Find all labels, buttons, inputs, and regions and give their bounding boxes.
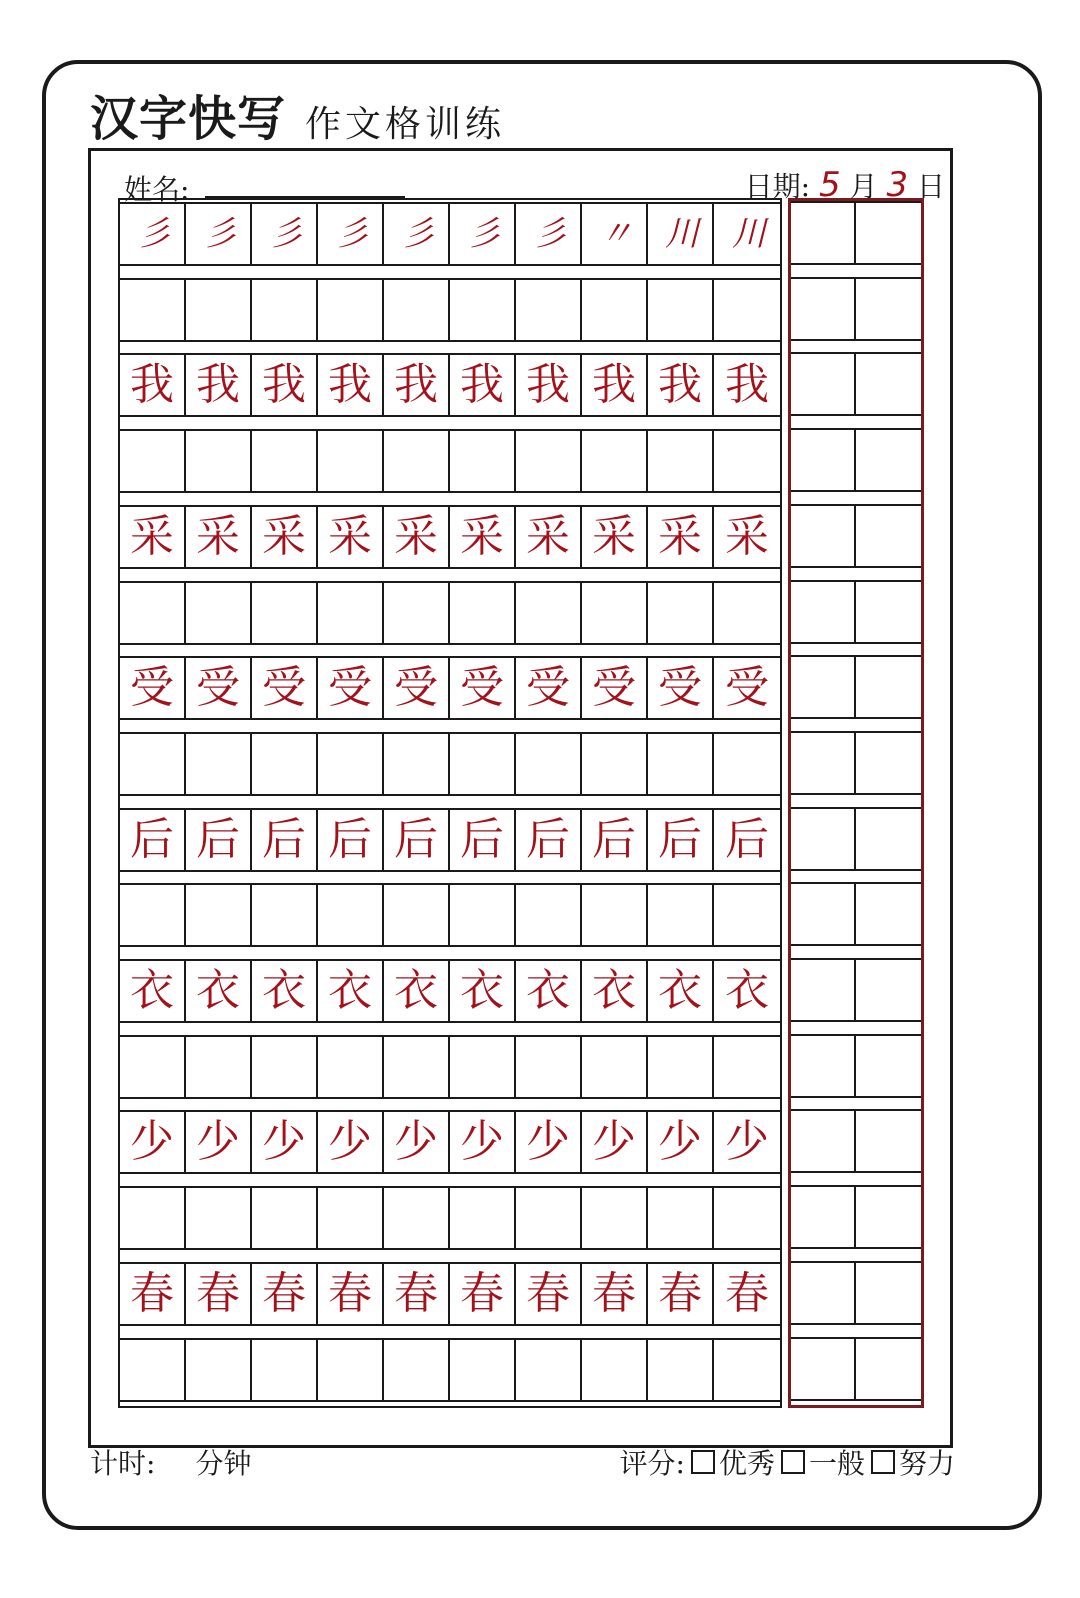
practice-cell[interactable] [318,581,384,645]
practice-cell[interactable] [252,429,318,493]
practice-cell[interactable]: 彡 [120,202,186,266]
practice-cell[interactable] [450,1035,516,1099]
side-practice-cell[interactable] [791,352,856,416]
practice-cell[interactable]: 受 [384,656,450,720]
practice-cell[interactable]: 受 [186,656,252,720]
practice-cell[interactable] [516,429,582,493]
practice-cell[interactable] [450,581,516,645]
practice-cell[interactable] [384,581,450,645]
practice-cell[interactable]: 我 [384,353,450,417]
practice-cell[interactable] [186,883,252,947]
side-practice-row [791,1261,921,1325]
side-practice-cell[interactable] [856,504,921,568]
practice-cell[interactable] [252,732,318,796]
practice-cell[interactable] [648,429,714,493]
practice-cell[interactable] [252,581,318,645]
side-practice-cell[interactable] [856,1034,921,1098]
side-practice-cell[interactable] [856,958,921,1022]
side-practice-cell[interactable] [856,201,921,265]
practice-cell[interactable]: 我 [252,353,318,417]
name-label: 姓名: [124,173,190,206]
practice-cell[interactable]: 少 [516,1110,582,1174]
practice-cell[interactable] [120,1035,186,1099]
practice-cell[interactable] [186,581,252,645]
practice-cell[interactable]: 我 [120,353,186,417]
timer-label: 计时: [90,1447,156,1480]
practice-cell[interactable] [582,429,648,493]
practice-cell[interactable]: 春 [120,1262,186,1326]
practice-cell[interactable]: 彡 [252,202,318,266]
practice-cell[interactable] [648,1338,714,1402]
practice-cell[interactable]: 少 [714,1110,780,1174]
practice-cell[interactable]: 春 [582,1262,648,1326]
practice-cell[interactable]: 我 [186,353,252,417]
side-practice-cell[interactable] [856,1261,921,1325]
writing-grid [118,198,918,1408]
practice-cell[interactable]: 〃 [582,202,648,266]
practice-cell[interactable]: 受 [120,656,186,720]
practice-row [120,732,780,796]
side-practice-row [791,277,921,341]
practice-cell[interactable] [450,429,516,493]
practice-cell[interactable]: 我 [516,353,582,417]
practice-cell[interactable] [120,732,186,796]
practice-cell[interactable]: 后 [120,808,186,872]
timer-section [90,1442,251,1482]
practice-row [120,429,780,493]
practice-cell[interactable] [648,883,714,947]
practice-cell[interactable]: 后 [318,808,384,872]
side-practice-cell[interactable] [856,882,921,946]
practice-cell[interactable] [516,581,582,645]
practice-cell[interactable] [186,1338,252,1402]
date-label: 日期: [744,170,811,203]
practice-cell[interactable]: 采 [714,505,780,569]
practice-cell[interactable] [120,1338,186,1402]
practice-cell[interactable]: 采 [450,505,516,569]
practice-cell[interactable] [450,278,516,342]
practice-cell[interactable]: 川 [714,202,780,266]
practice-cell[interactable]: 少 [186,1110,252,1174]
practice-cell[interactable]: 采 [648,505,714,569]
practice-cell[interactable]: 少 [318,1110,384,1174]
side-practice-row [791,1109,921,1173]
practice-cell[interactable]: 采 [318,505,384,569]
practice-cell[interactable] [318,1338,384,1402]
practice-row [120,581,780,645]
practice-cell[interactable] [384,278,450,342]
practice-cell[interactable]: 衣 [714,959,780,1023]
practice-cell[interactable] [252,883,318,947]
score-checkbox-effort[interactable] [871,1450,895,1474]
side-practice-cell[interactable] [856,807,921,871]
side-practice-grid [788,198,924,1408]
practice-cell[interactable] [384,1186,450,1250]
practice-cell[interactable] [450,883,516,947]
practice-cell[interactable] [318,278,384,342]
practice-cell[interactable]: 采 [582,505,648,569]
score-checkbox-average[interactable] [781,1450,805,1474]
practice-cell[interactable]: 彡 [384,202,450,266]
practice-cell[interactable]: 后 [516,808,582,872]
side-practice-row [791,1337,921,1401]
practice-cell[interactable] [516,1035,582,1099]
practice-cell[interactable] [384,732,450,796]
practice-cell[interactable]: 少 [450,1110,516,1174]
practice-cell[interactable]: 衣 [516,959,582,1023]
side-practice-cell[interactable] [791,580,856,644]
practice-cell[interactable]: 后 [252,808,318,872]
side-practice-cell[interactable] [856,352,921,416]
side-practice-cell[interactable] [856,1337,921,1401]
practice-row [120,959,780,1023]
practice-cell[interactable] [318,883,384,947]
side-practice-row [791,1185,921,1249]
side-practice-cell[interactable] [856,277,921,341]
practice-cell[interactable]: 后 [186,808,252,872]
side-practice-cell[interactable] [791,428,856,492]
date-month-value[interactable]: 5 [818,165,841,205]
practice-cell[interactable]: 我 [582,353,648,417]
practice-cell[interactable]: 衣 [384,959,450,1023]
practice-cell[interactable] [450,732,516,796]
practice-cell[interactable]: 采 [384,505,450,569]
practice-cell[interactable] [252,1035,318,1099]
practice-row [120,278,780,342]
practice-cell[interactable] [648,581,714,645]
practice-row [120,1338,780,1402]
practice-cell[interactable]: 衣 [120,959,186,1023]
practice-cell[interactable] [714,1186,780,1250]
practice-cell[interactable]: 彡 [186,202,252,266]
practice-cell[interactable] [516,1338,582,1402]
practice-cell[interactable]: 春 [516,1262,582,1326]
practice-cell[interactable]: 春 [648,1262,714,1326]
side-practice-row [791,201,921,265]
practice-cell[interactable]: 后 [648,808,714,872]
practice-row [120,1186,780,1250]
practice-cell[interactable]: 后 [384,808,450,872]
practice-cell[interactable]: 受 [582,656,648,720]
practice-cell[interactable] [648,1186,714,1250]
side-practice-cell[interactable] [791,958,856,1022]
practice-cell[interactable] [582,883,648,947]
practice-cell[interactable]: 采 [516,505,582,569]
side-practice-cell[interactable] [791,1034,856,1098]
practice-cell[interactable]: 受 [648,656,714,720]
practice-cell[interactable]: 衣 [648,959,714,1023]
practice-cell[interactable] [318,1035,384,1099]
practice-cell[interactable] [648,278,714,342]
practice-cell[interactable]: 衣 [318,959,384,1023]
side-practice-row [791,882,921,946]
practice-cell[interactable] [582,278,648,342]
side-practice-row [791,1034,921,1098]
practice-cell[interactable] [582,581,648,645]
practice-cell[interactable] [120,581,186,645]
side-practice-cell[interactable] [791,882,856,946]
practice-cell[interactable] [714,581,780,645]
practice-cell[interactable] [186,1186,252,1250]
practice-cell[interactable]: 采 [186,505,252,569]
practice-cell[interactable]: 衣 [252,959,318,1023]
practice-cell[interactable]: 我 [714,353,780,417]
practice-cell[interactable] [516,278,582,342]
practice-row [120,656,780,720]
practice-row [120,1035,780,1099]
practice-cell[interactable] [384,429,450,493]
practice-row [120,505,780,569]
side-practice-cell[interactable] [791,201,856,265]
practice-cell[interactable] [186,278,252,342]
practice-cell[interactable] [384,883,450,947]
date-day-unit: 日 [916,170,945,203]
practice-row [120,883,780,947]
score-option-average: 一般 [808,1447,865,1480]
practice-cell[interactable]: 受 [714,656,780,720]
practice-cell[interactable] [714,1338,780,1402]
practice-cell[interactable] [384,1035,450,1099]
side-practice-cell[interactable] [791,277,856,341]
side-practice-cell[interactable] [856,580,921,644]
practice-cell[interactable] [648,1035,714,1099]
practice-cell[interactable] [516,883,582,947]
side-practice-cell[interactable] [791,655,856,719]
side-practice-cell[interactable] [791,504,856,568]
practice-cell[interactable]: 衣 [582,959,648,1023]
practice-cell[interactable]: 春 [318,1262,384,1326]
practice-cell[interactable]: 彡 [318,202,384,266]
practice-cell[interactable] [120,883,186,947]
practice-cell[interactable]: 受 [516,656,582,720]
practice-cell[interactable] [582,1035,648,1099]
practice-cell[interactable] [516,1186,582,1250]
practice-cell[interactable] [186,732,252,796]
practice-row [120,808,780,872]
practice-grid [118,198,782,1408]
practice-cell[interactable]: 春 [450,1262,516,1326]
practice-cell[interactable] [582,732,648,796]
score-label: 评分: [619,1447,685,1480]
practice-cell[interactable] [714,429,780,493]
practice-cell[interactable]: 少 [384,1110,450,1174]
practice-cell[interactable] [120,278,186,342]
practice-cell[interactable] [120,429,186,493]
practice-cell[interactable] [714,278,780,342]
score-option-excellent: 优秀 [718,1447,775,1480]
page-title: 汉字快写 [90,91,287,147]
practice-cell[interactable] [318,429,384,493]
practice-cell[interactable] [252,1186,318,1250]
practice-cell[interactable]: 少 [252,1110,318,1174]
practice-cell[interactable]: 川 [648,202,714,266]
practice-cell[interactable] [648,732,714,796]
practice-row [120,353,780,417]
practice-row [120,202,780,266]
practice-cell[interactable] [516,732,582,796]
side-practice-row [791,731,921,795]
side-practice-row [791,428,921,492]
practice-cell[interactable]: 后 [450,808,516,872]
practice-cell[interactable] [714,883,780,947]
page-subtitle: 作文格训练 [305,104,506,145]
practice-cell[interactable]: 彡 [450,202,516,266]
practice-cell[interactable] [252,1338,318,1402]
side-practice-row [791,958,921,1022]
practice-cell[interactable] [186,429,252,493]
side-practice-row [791,352,921,416]
practice-cell[interactable] [318,732,384,796]
practice-cell[interactable] [450,1338,516,1402]
side-practice-cell[interactable] [791,1185,856,1249]
practice-cell[interactable] [252,278,318,342]
timer-unit: 分钟 [195,1447,252,1480]
practice-cell[interactable]: 后 [714,808,780,872]
practice-cell[interactable]: 采 [120,505,186,569]
side-practice-cell[interactable] [856,1185,921,1249]
date-day-value[interactable]: 3 [886,165,909,205]
practice-cell[interactable] [186,1035,252,1099]
side-practice-cell[interactable] [791,1337,856,1401]
side-practice-cell[interactable] [856,731,921,795]
side-practice-row [791,655,921,719]
side-practice-cell[interactable] [856,1109,921,1173]
score-checkbox-excellent[interactable] [691,1450,715,1474]
practice-cell[interactable] [318,1186,384,1250]
side-practice-cell[interactable] [791,807,856,871]
practice-cell[interactable]: 少 [120,1110,186,1174]
practice-cell[interactable]: 我 [648,353,714,417]
practice-cell[interactable]: 春 [714,1262,780,1326]
side-practice-cell[interactable] [791,1109,856,1173]
practice-cell[interactable]: 衣 [186,959,252,1023]
practice-cell[interactable] [120,1186,186,1250]
side-practice-row [791,504,921,568]
side-practice-cell[interactable] [791,1261,856,1325]
practice-cell[interactable] [714,732,780,796]
date-month-unit: 月 [849,170,878,203]
practice-cell[interactable] [582,1338,648,1402]
side-practice-cell[interactable] [856,655,921,719]
practice-cell[interactable]: 采 [252,505,318,569]
practice-cell[interactable] [450,1186,516,1250]
practice-cell[interactable]: 我 [450,353,516,417]
practice-cell[interactable] [384,1338,450,1402]
practice-cell[interactable]: 少 [582,1110,648,1174]
practice-cell[interactable]: 彡 [516,202,582,266]
practice-cell[interactable]: 后 [582,808,648,872]
score-section [620,1442,955,1482]
practice-cell[interactable]: 受 [252,656,318,720]
practice-cell[interactable]: 受 [318,656,384,720]
practice-cell[interactable]: 我 [318,353,384,417]
practice-cell[interactable]: 衣 [450,959,516,1023]
practice-cell[interactable] [714,1035,780,1099]
practice-cell[interactable]: 春 [252,1262,318,1326]
side-practice-cell[interactable] [791,731,856,795]
practice-cell[interactable]: 春 [384,1262,450,1326]
practice-row [120,1110,780,1174]
practice-cell[interactable]: 少 [648,1110,714,1174]
practice-row [120,1262,780,1326]
side-practice-row [791,580,921,644]
score-option-effort: 努力 [898,1447,955,1480]
side-practice-cell[interactable] [856,428,921,492]
side-practice-row [791,807,921,871]
practice-cell[interactable]: 受 [450,656,516,720]
practice-cell[interactable] [582,1186,648,1250]
practice-cell[interactable]: 春 [186,1262,252,1326]
